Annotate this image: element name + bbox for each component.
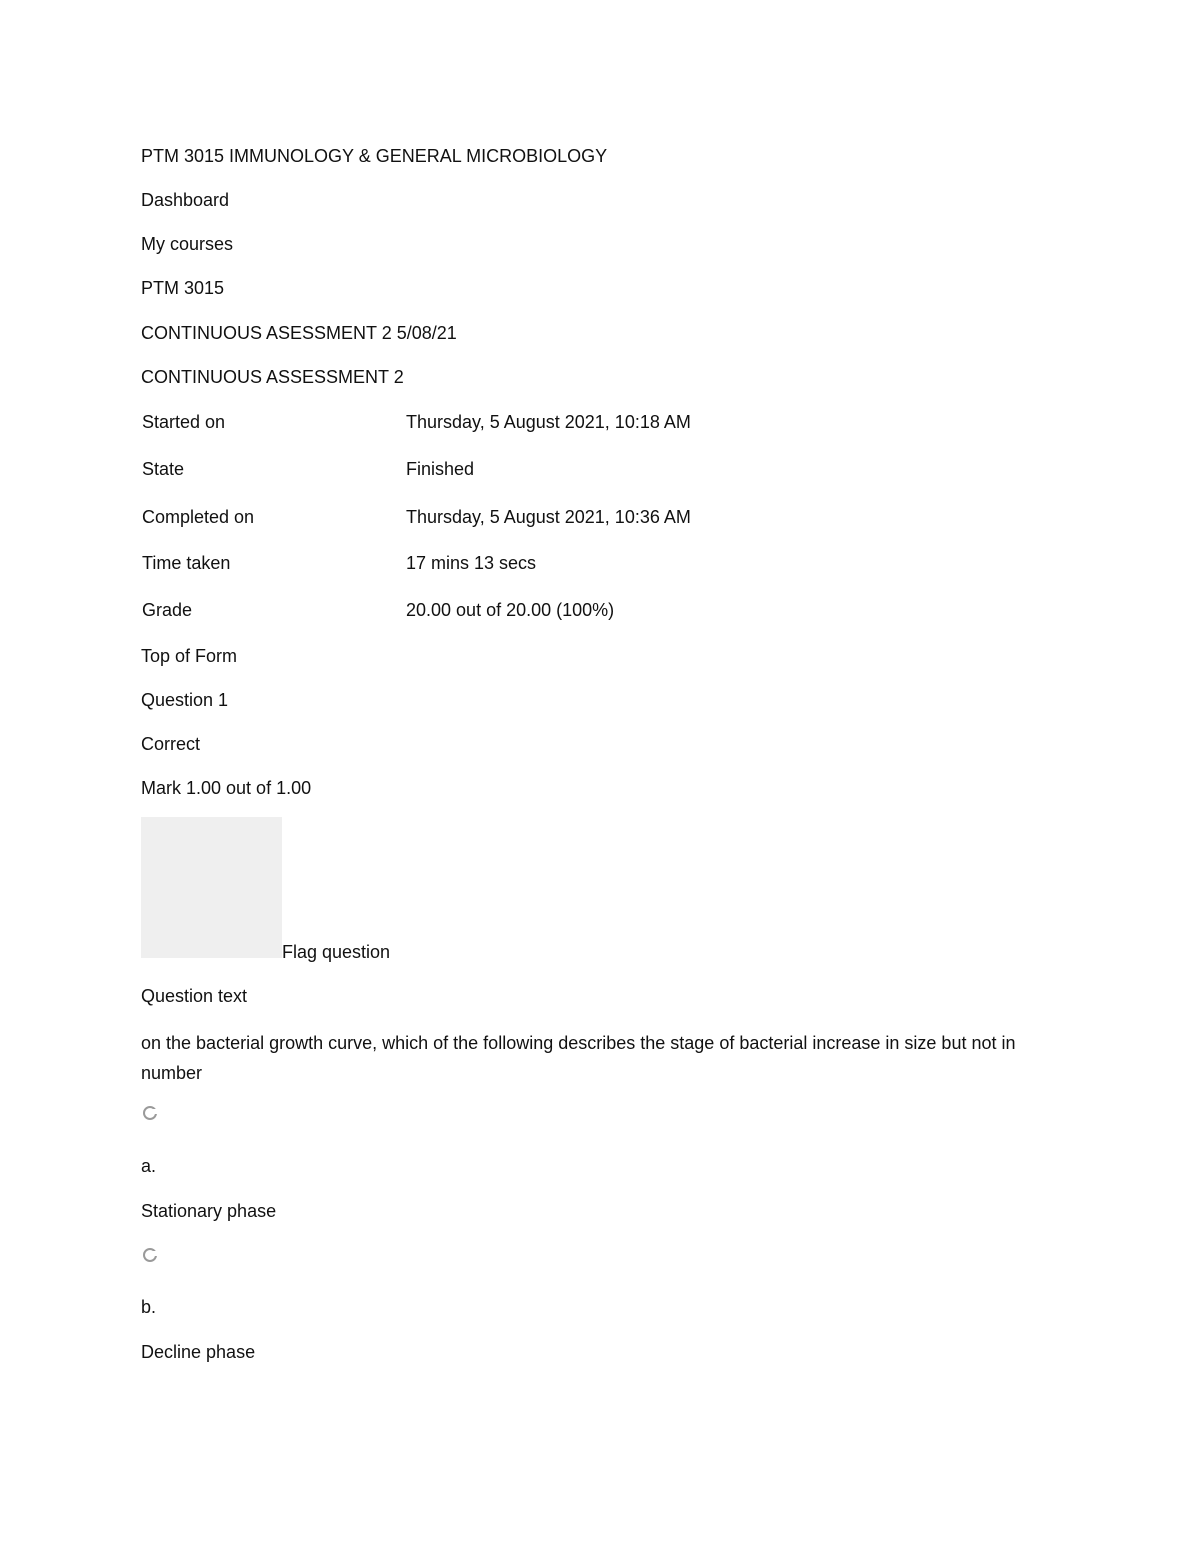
option-a-letter: a. [141, 1156, 157, 1176]
option-b-radio[interactable] [143, 1248, 157, 1262]
summary-label-completed-on: Completed on [142, 507, 255, 527]
option-a-radio[interactable] [143, 1106, 157, 1120]
course-title: PTM 3015 IMMUNOLOGY & GENERAL MICROBIOLOGY [141, 146, 608, 166]
question-text-heading: Question text [141, 986, 248, 1006]
form-marker: Top of Form [141, 646, 238, 666]
breadcrumb-my-courses[interactable]: My courses [141, 234, 234, 254]
option-b-text[interactable]: Decline phase [141, 1342, 256, 1362]
question-text: on the bacterial growth curve, which of the following describes the stage of bacterial increase in size but not in number [141, 1033, 1016, 1083]
flag-icon[interactable] [141, 817, 282, 958]
option-a-text[interactable]: Stationary phase [141, 1201, 277, 1221]
summary-label-time-taken: Time taken [142, 553, 231, 573]
quiz-title: CONTINUOUS ASSESSMENT 2 [141, 367, 404, 387]
breadcrumb-course[interactable]: PTM 3015 [141, 278, 225, 298]
option-b-letter: b. [141, 1297, 157, 1317]
summary-value-grade: 20.00 out of 20.00 (100%) [406, 600, 615, 620]
flag-question-link[interactable]: Flag question [282, 942, 391, 962]
summary-value-started-on: Thursday, 5 August 2021, 10:18 AM [406, 412, 691, 432]
summary-value-time-taken: 17 mins 13 secs [406, 553, 537, 573]
breadcrumb-dashboard[interactable]: Dashboard [141, 190, 230, 210]
summary-value-state: Finished [406, 459, 475, 479]
question-mark: Mark 1.00 out of 1.00 [141, 778, 312, 798]
question-status: Correct [141, 734, 201, 754]
summary-label-state: State [142, 459, 185, 479]
breadcrumb-assessment[interactable]: CONTINUOUS ASESSMENT 2 5/08/21 [141, 323, 457, 343]
question-number: Question 1 [141, 690, 229, 710]
summary-value-completed-on: Thursday, 5 August 2021, 10:36 AM [406, 507, 691, 527]
summary-label-grade: Grade [142, 600, 193, 620]
summary-label-started-on: Started on [142, 412, 226, 432]
